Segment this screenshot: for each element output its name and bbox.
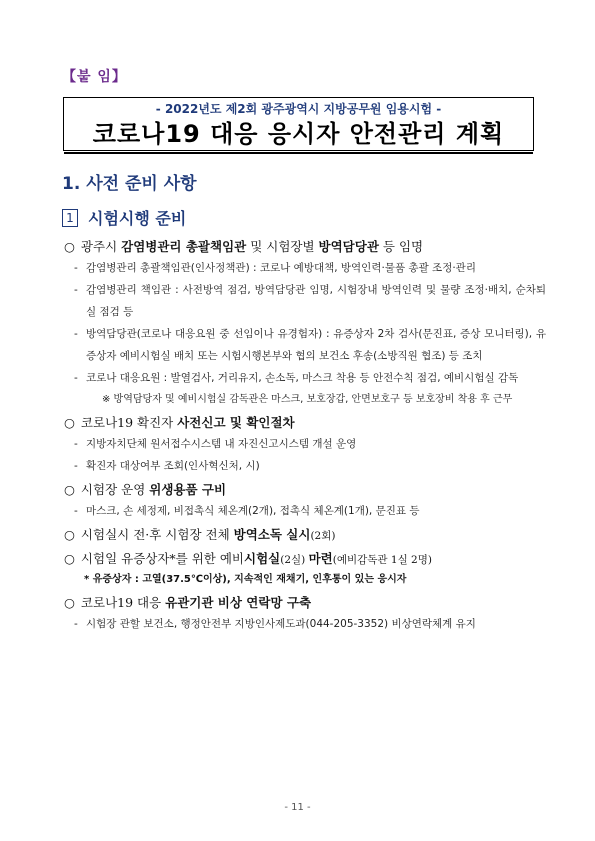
- bullet-bold-text: 유관기관 비상 연락망 구축: [165, 595, 312, 610]
- bullet-item: [64, 413, 546, 433]
- sub-item: - 방역담당관(코로나 대응요원 중 선임이나 유경험자) : 유증상자 2차 검사(문진표, 증상 모니터링), 유증상자 예비시험실 배치 또는 시험시행본부와 협의 보건소 후송(소방직원 협조) 등 조치: [74, 328, 546, 362]
- sub-item: - 마스크, 손 세정제, 비접촉식 체온계(2개), 접촉식 체온계(1개), 문진표 등: [74, 505, 420, 517]
- circle-bullet-icon: ○: [64, 239, 75, 254]
- title-box: [63, 97, 534, 151]
- circle-bullet-icon: ○: [64, 595, 75, 610]
- bullet-text: 코로나19 확진자: [80, 415, 178, 430]
- footnote-text: * 유증상자 : 고열(37.5℃이상), 지속적인 재채기, 인후통이 있는 응시자: [84, 574, 407, 585]
- sub-item-text: 마스크, 손 세정제, 비접촉식 체온계(2개), 접촉식 체온계(1개), 문진표 등: [86, 505, 420, 517]
- bullet-item: [64, 549, 546, 570]
- sub-item-text: 감염병관리 총괄책임관(인사정책관) : 코로나 예방대책, 방역인력·물품 총괄 조정·관리: [86, 262, 476, 274]
- bullet-small-text: (예비감독관 1실 2명): [332, 554, 432, 566]
- footnote: [64, 570, 546, 590]
- bullet-bold-text: 방역소독 실시: [233, 527, 311, 542]
- bullet-bold-text: 시험실: [244, 551, 281, 566]
- sub-item-text: 감염병관리 책임관 : 사전방역 점검, 방역담당관 임명, 시험장내 방역인력 및 물량 조정·배치, 순차퇴실 점검 등: [86, 284, 546, 318]
- bullet-small-text: (2실): [280, 554, 309, 566]
- section-heading: 1. 사전 준비 사항: [62, 174, 197, 194]
- bullet-bold-text: 마련: [308, 551, 333, 566]
- document-title: 코로나19 대응 응시자 안전관리 계획: [92, 120, 505, 148]
- bullet-bold-text: 사전신고 및 확인절차: [177, 415, 295, 430]
- bullet-text: 시험일 유증상자*를 위한 예비: [80, 551, 244, 566]
- bullet-text: 광주시: [80, 239, 122, 254]
- bullet-text: 및 시험장별: [246, 239, 319, 254]
- bullet-small-text: (2회): [310, 530, 336, 542]
- bullet-text: 시험장 운영: [80, 482, 150, 497]
- sub-item-text: 방역담당관(코로나 대응요원 중 선임이나 유경험자) : 유증상자 2차 검사(문진표, 증상 모니터링), 유증상자 예비시험실 배치 또는 시험시행본부와 협의 보건소 후송(소방직원 협조) 등 조치: [86, 328, 546, 362]
- bullet-item: [64, 525, 546, 546]
- sub-item: - 감염병관리 총괄책임관(인사정책관) : 코로나 예방대책, 방역인력·물품 총괄 조정·관리: [74, 262, 476, 274]
- page-number: - 11 -: [284, 802, 311, 813]
- subsection-number-box: 1: [62, 209, 78, 227]
- bullet-text: 시험실시 전·후 시험장 전체: [80, 527, 234, 542]
- circle-bullet-icon: ○: [64, 527, 75, 542]
- sub-item: - 확진자 대상여부 조회(인사혁신처, 시): [74, 460, 260, 472]
- bullet-bold-text: 방역담당관: [318, 239, 379, 254]
- content-body: [64, 234, 546, 635]
- bullet-item: [64, 593, 546, 613]
- subsection-title: 시험시행 준비: [88, 209, 187, 228]
- bullet-item: [64, 237, 546, 257]
- sub-item: - 코로나 대응요원 : 발열검사, 거리유지, 손소독, 마스크 착용 등 안전수칙 점검, 예비시험실 감독: [74, 372, 519, 384]
- sub-item-text: 코로나 대응요원 : 발열검사, 거리유지, 손소독, 마스크 착용 등 안전수칙 점검, 예비시험실 감독: [86, 372, 519, 384]
- bullet-text: 등 임명: [378, 239, 424, 254]
- circle-bullet-icon: ○: [64, 482, 75, 497]
- sub-item-text: 확진자 대상여부 조회(인사혁신처, 시): [86, 460, 260, 472]
- bullet-item: [64, 480, 546, 500]
- reference-note: [64, 389, 546, 410]
- sub-item: - 시험장 관할 보건소, 행정안전부 지방인사제도과(044-205-3352) 비상연락체계 유지: [74, 618, 476, 630]
- note-text: ※ 방역담당자 및 예비시험실 감독관은 마스크, 보호장갑, 안면보호구 등 보호장비 착용 후 근무: [102, 394, 513, 405]
- attachment-tag: 【붙 임】: [62, 69, 127, 85]
- sub-item: - 지방자치단체 원서접수시스템 내 자진신고시스템 개설 운영: [74, 438, 357, 450]
- bullet-text: 코로나19 대응: [80, 595, 166, 610]
- bullet-bold-text: 감염병관리 총괄책임관: [121, 239, 247, 254]
- document-subtitle: - 2022년도 제2회 광주광역시 지방공무원 임용시험 -: [155, 102, 442, 116]
- circle-bullet-icon: ○: [64, 415, 75, 430]
- sub-item: - 감염병관리 책임관 : 사전방역 점검, 방역담당관 임명, 시험장내 방역인력 및 물량 조정·배치, 순차퇴실 점검 등: [74, 284, 546, 318]
- subsection-heading: [62, 206, 186, 229]
- circle-bullet-icon: ○: [64, 551, 75, 566]
- sub-item-text: 시험장 관할 보건소, 행정안전부 지방인사제도과(044-205-3352) 비상연락체계 유지: [86, 618, 476, 630]
- bullet-bold-text: 위생용품 구비: [149, 482, 227, 497]
- sub-item-text: 지방자치단체 원서접수시스템 내 자진신고시스템 개설 운영: [86, 438, 357, 450]
